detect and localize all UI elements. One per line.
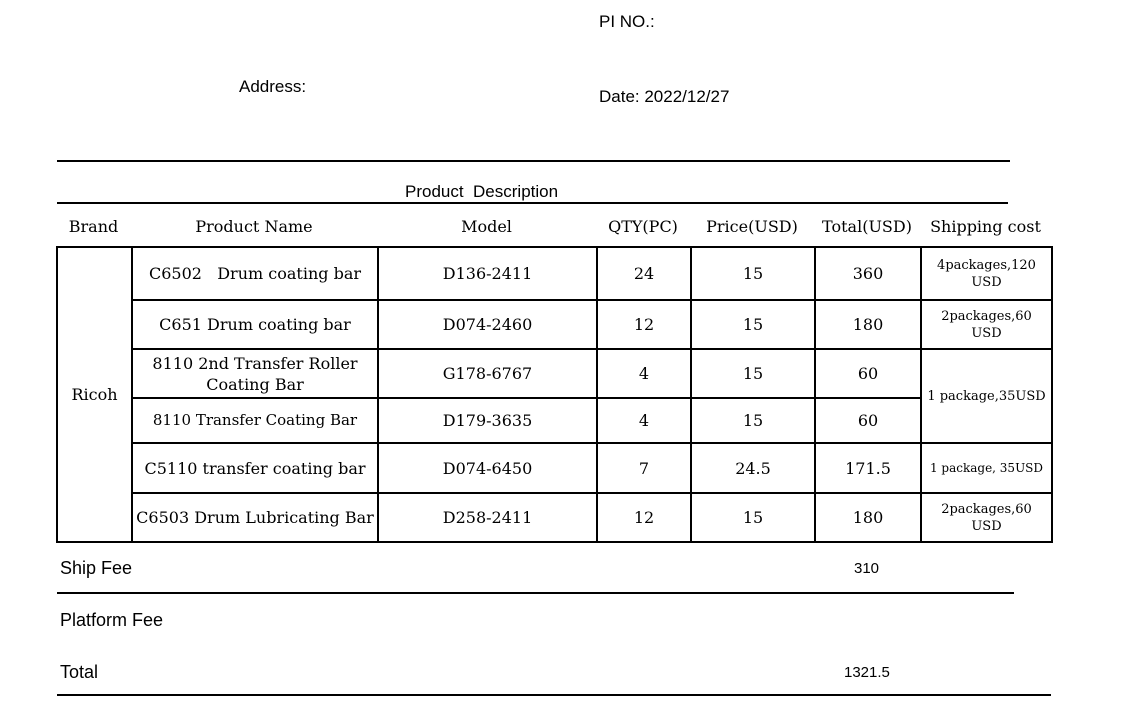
total-cell: 60 [815,349,921,398]
table-title: Product Description [405,182,559,201]
date-label: Date: 2022/12/27 [599,87,730,106]
table-row [57,349,1052,398]
column-header-shipping-cost: Shipping cost [930,217,1041,236]
total-cell: 360 [815,247,921,300]
product-name-cell: 8110 2nd Transfer Roller Coating Bar [132,349,378,398]
model-cell: D136-2411 [378,247,597,300]
total-cell: 60 [815,398,921,443]
table-row [57,443,1052,493]
table-row [57,247,1052,300]
model-cell: G178-6767 [378,349,597,398]
product-name-cell: C5110 transfer coating bar [132,443,378,493]
total-label: Total [60,662,99,682]
table-row [57,398,1052,443]
platform-fee-label: Platform Fee [60,610,164,630]
price-cell: 15 [691,493,815,542]
total-cell: 180 [815,300,921,349]
qty-cell: 4 [597,349,691,398]
shipping-cost-cell: 2packages,60 USD [921,493,1052,542]
price-cell: 24.5 [691,443,815,493]
price-cell: 15 [691,247,815,300]
product-name-cell: 8110 Transfer Coating Bar [132,398,378,443]
total-cell: 180 [815,493,921,542]
ship-fee-label: Ship Fee [60,558,133,578]
model-cell: D179-3635 [378,398,597,443]
column-header-brand: Brand [68,217,119,236]
shipping-cost-cell: 4packages,120 USD [921,247,1052,300]
total-rule [57,694,1051,696]
product-table [56,246,1053,543]
qty-cell: 4 [597,398,691,443]
qty-cell: 24 [597,247,691,300]
price-cell: 15 [691,349,815,398]
ship-fee-value: 310 [854,560,880,577]
price-cell: 15 [691,398,815,443]
column-header-price: Price(USD) [706,217,798,236]
price-cell: 15 [691,300,815,349]
qty-cell: 7 [597,443,691,493]
model-cell: D074-6450 [378,443,597,493]
product-name-cell: C6502 Drum coating bar [132,247,378,300]
column-header-total: Total(USD) [822,217,912,236]
total-cell: 171.5 [815,443,921,493]
table-title-rule [57,202,1008,204]
shipping-cost-cell: 1 package, 35USD [921,443,1052,493]
column-header-qty: QTY(PC) [608,217,678,236]
shipping-cost-cell: 1 package,35USD [921,349,1052,443]
qty-cell: 12 [597,300,691,349]
column-header-model: Model [461,217,512,236]
section-top-rule [57,160,1010,162]
model-cell: D258-2411 [378,493,597,542]
address-label: Address: [239,77,307,96]
model-cell: D074-2460 [378,300,597,349]
column-header-product-name: Product Name [195,217,313,236]
qty-cell: 12 [597,493,691,542]
product-name-cell: C6503 Drum Lubricating Bar [132,493,378,542]
ship-fee-rule [57,592,1014,594]
total-value: 1321.5 [844,664,890,681]
table-row [57,493,1052,542]
pi-number-label: PI NO.: [599,12,655,31]
table-row [57,300,1052,349]
product-name-cell: C651 Drum coating bar [132,300,378,349]
shipping-cost-cell: 2packages,60 USD [921,300,1052,349]
brand-cell: Ricoh [57,247,132,542]
